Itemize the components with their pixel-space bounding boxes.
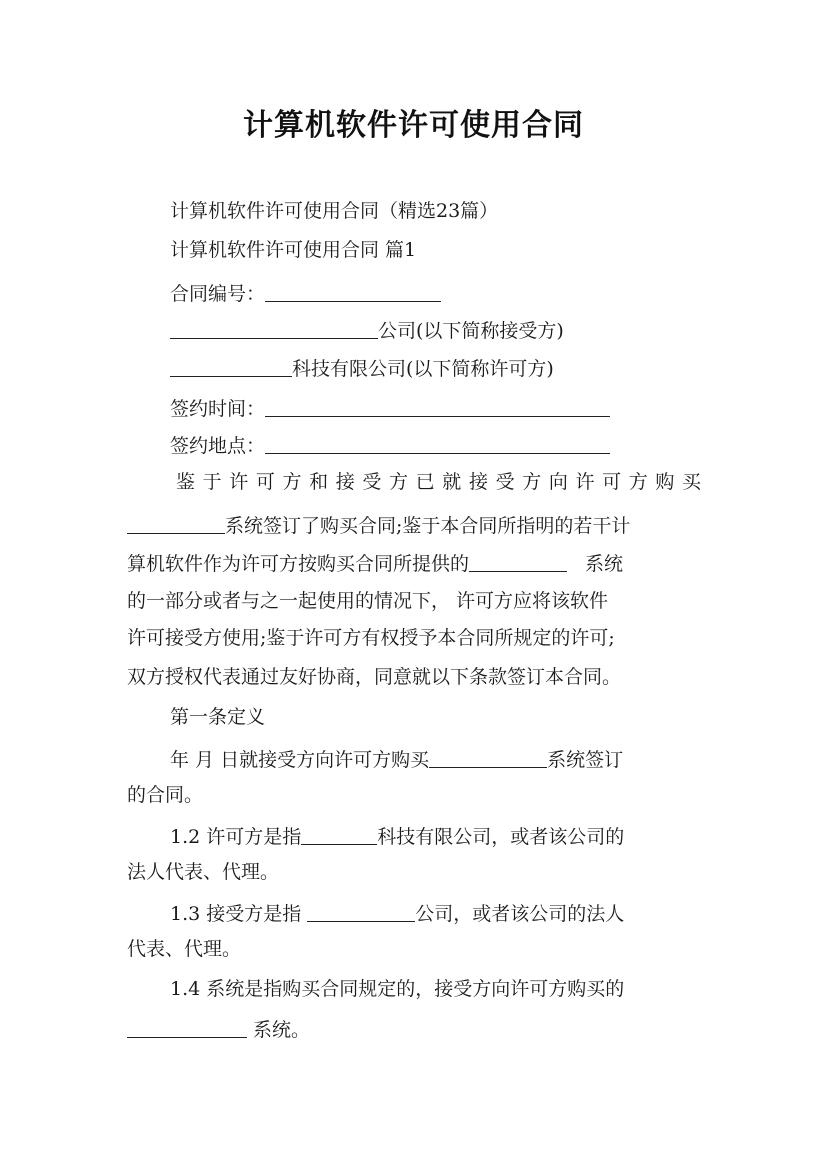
clause-1-4: 1.4 系统是指购买合同规定的，接受方向许可方购买的	[170, 978, 625, 1000]
contract-number-label: 合同编号：	[170, 283, 266, 305]
system-name-blank	[127, 513, 225, 534]
section-heading: 计算机软件许可使用合同 篇1	[170, 239, 417, 261]
clause-1-2-cont: 法人代表、代理。	[127, 861, 280, 883]
system-blank-2	[469, 551, 567, 572]
article-1-heading: 第一条定义	[170, 706, 266, 728]
preamble-line-6: 双方授权代表通过友好协商，同意就以下条款签订本合同。	[127, 666, 622, 688]
contract-number-blank	[265, 281, 441, 302]
clause-1-2: 1.2 许可方是指 科技有限公司，或者该公司的	[170, 826, 625, 848]
clause-1-3-cont: 代表、代理。	[127, 938, 242, 960]
party-b-suffix: 公司(以下简称接受方)	[378, 320, 564, 342]
clause-1-1-blank	[429, 747, 547, 768]
party-a-suffix: 科技有限公司(以下简称许可方)	[292, 358, 554, 380]
preamble-line-2: 系统签订了购买合同;鉴于本合同所指明的若干计	[127, 511, 630, 539]
document-subtitle: 计算机软件许可使用合同（精选23篇）	[170, 200, 499, 222]
sign-time-blank	[265, 396, 610, 417]
party-a-row	[170, 354, 554, 382]
sign-place-blank	[265, 433, 610, 454]
clause-1-3: 1.3 接受方是指 公司，或者该公司的法人	[170, 903, 625, 925]
sign-place-label: 签约地点：	[170, 435, 266, 457]
document-title: 计算机软件许可使用合同	[243, 108, 584, 143]
sign-time-row	[170, 394, 610, 422]
clause-1-1-cont: 的合同。	[127, 784, 204, 806]
clause-1-2-blank	[301, 824, 377, 845]
party-a-name-blank	[170, 356, 292, 377]
contract-number-row	[170, 279, 441, 307]
clause-1-4-blank	[127, 1017, 247, 1038]
preamble-line-5: 许可接受方使用;鉴于许可方有权授予本合同所规定的许可;	[127, 627, 615, 649]
clause-1-4-cont: 系统。	[127, 1015, 310, 1043]
preamble-line-4: 的一部分或者与之一起使用的情况下， 许可方应将该软件	[127, 590, 609, 612]
clause-1-1: 年 月 日就接受方向许可方购买 系统签订	[170, 749, 624, 771]
preamble-line-1: 鉴于许可方和接受方已就接受方向许可方购买	[176, 471, 701, 493]
party-b-row	[170, 316, 564, 344]
sign-time-label: 签约时间：	[170, 398, 266, 420]
clause-1-3-blank	[307, 901, 415, 922]
party-b-name-blank	[170, 318, 378, 339]
preamble-line-3: 算机软件作为许可方按购买合同所提供的 系统	[127, 553, 624, 575]
sign-place-row	[170, 431, 610, 459]
